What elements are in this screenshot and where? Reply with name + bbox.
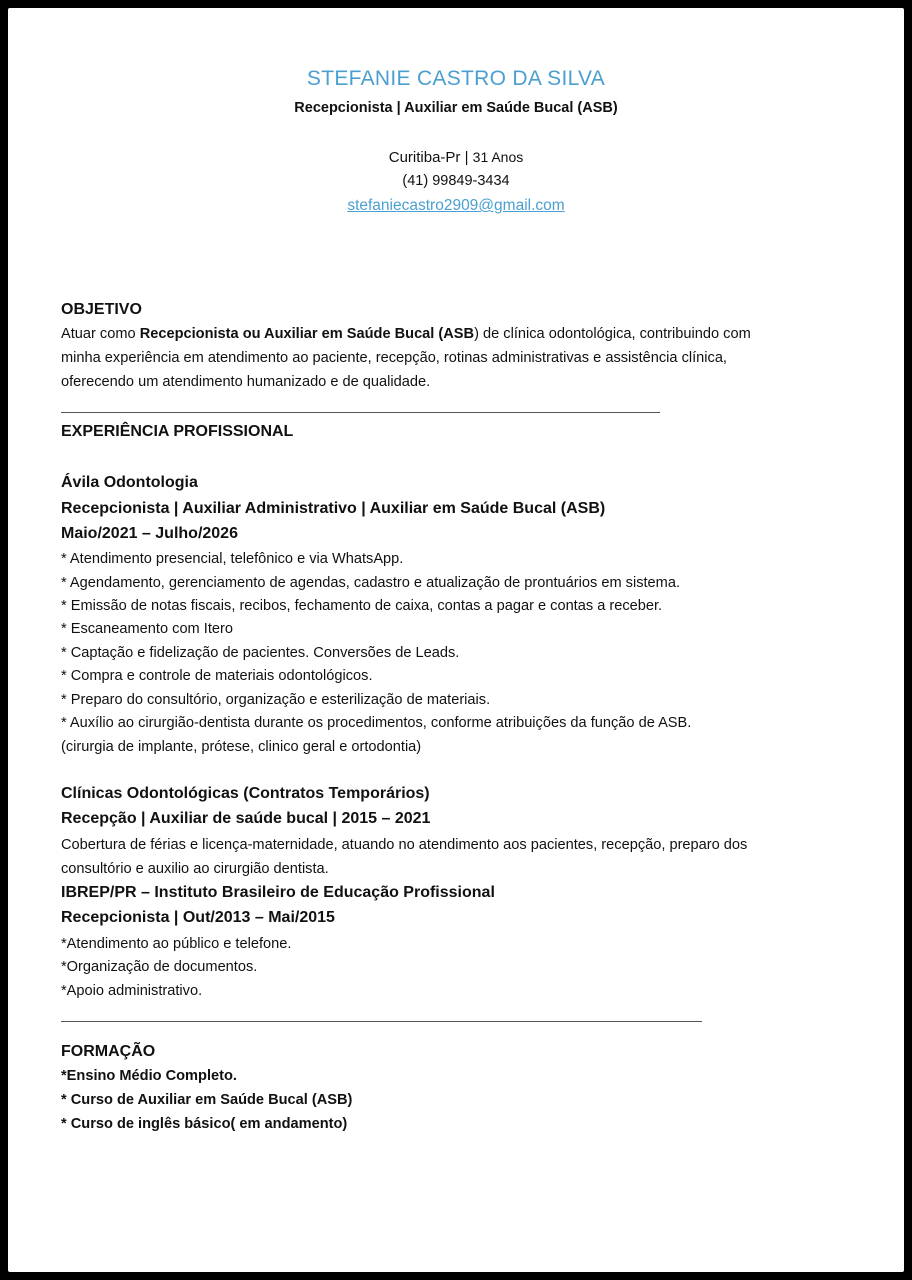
objective-line-1-pre: Atuar como bbox=[61, 326, 140, 342]
objective-line-1-post: ) de clínica odontológica, contribuindo com bbox=[474, 326, 751, 342]
job-3-role: Recepcionista | Out/2013 – Mai/2015 bbox=[61, 909, 335, 926]
job-3-item: *Organização de documentos. bbox=[61, 959, 258, 975]
candidate-phone: (41) 99849-3434 bbox=[402, 173, 510, 189]
objective-heading: OBJETIVO bbox=[61, 301, 142, 318]
job-1-item: * Atendimento presencial, telefônico e via WhatsApp. bbox=[61, 551, 404, 567]
job-3-item: *Atendimento ao público e telefone. bbox=[61, 936, 292, 952]
candidate-location bbox=[61, 149, 851, 166]
candidate-role: Recepcionista | Auxiliar em Saúde Bucal (ASB) bbox=[294, 100, 618, 116]
job-1-item: * Compra e controle de materiais odontológicos. bbox=[61, 668, 373, 684]
job-3-item: *Apoio administrativo. bbox=[61, 983, 203, 999]
section-divider bbox=[61, 1021, 702, 1022]
job-1-item: * Captação e fidelização de pacientes. Conversões de Leads. bbox=[61, 645, 460, 661]
job-2-line-2: consultório e auxilio ao cirurgião dentista. bbox=[61, 861, 329, 877]
education-item: * Curso de inglês básico( em andamento) bbox=[61, 1116, 348, 1132]
job-1-item: * Escaneamento com Itero bbox=[61, 621, 233, 637]
job-2-role: Recepção | Auxiliar de saúde bucal | 2015 – 2021 bbox=[61, 810, 431, 827]
job-2-line-1: Cobertura de férias e licença-maternidade, atuando no atendimento aos pacientes, recepção, preparo dos bbox=[61, 837, 748, 853]
resume-page bbox=[8, 8, 904, 1272]
job-1-period: Maio/2021 – Julho/2026 bbox=[61, 525, 238, 542]
job-1-item: * Agendamento, gerenciamento de agendas, cadastro e atualização de prontuários em sistema. bbox=[61, 575, 681, 591]
objective-line-3: oferecendo um atendimento humanizado e de qualidade. bbox=[61, 374, 431, 390]
job-1-item: * Emissão de notas fiscais, recibos, fechamento de caixa, contas a pagar e contas a receber. bbox=[61, 598, 663, 614]
candidate-email-link[interactable]: stefaniecastro2909@gmail.com bbox=[347, 197, 565, 214]
job-2-company: Clínicas Odontológicas (Contratos Temporários) bbox=[61, 785, 430, 802]
age-text: 31 Anos bbox=[472, 149, 524, 165]
job-1-role: Recepcionista | Auxiliar Administrativo | Auxiliar em Saúde Bucal (ASB) bbox=[61, 500, 606, 517]
job-1-item: * Auxílio ao cirurgião-dentista durante os procedimentos, conforme atribuições da função de ASB. bbox=[61, 715, 692, 731]
city-text: Curitiba-Pr | bbox=[388, 149, 469, 166]
education-item: *Ensino Médio Completo. bbox=[61, 1068, 237, 1084]
objective-line-2: minha experiência em atendimento ao paciente, recepção, rotinas administrativas e assistência clínica, bbox=[61, 350, 727, 366]
candidate-name: STEFANIE CASTRO DA SILVA bbox=[306, 67, 606, 90]
objective-line-1-bold: Recepcionista ou Auxiliar em Saúde Bucal (ASB bbox=[139, 326, 475, 342]
section-divider bbox=[61, 412, 660, 413]
experience-heading: EXPERIÊNCIA PROFISSIONAL bbox=[61, 423, 294, 440]
education-item: * Curso de Auxiliar em Saúde Bucal (ASB) bbox=[61, 1092, 353, 1108]
objective-line-1 bbox=[61, 325, 751, 343]
job-1-item: (cirurgia de implante, prótese, clinico geral e ortodontia) bbox=[61, 739, 422, 755]
job-3-company: IBREP/PR – Instituto Brasileiro de Educação Profissional bbox=[61, 884, 495, 901]
job-1-company: Ávila Odontologia bbox=[61, 474, 198, 491]
job-1-item: * Preparo do consultório, organização e esterilização de materiais. bbox=[61, 692, 491, 708]
education-heading: FORMAÇÃO bbox=[61, 1043, 156, 1060]
